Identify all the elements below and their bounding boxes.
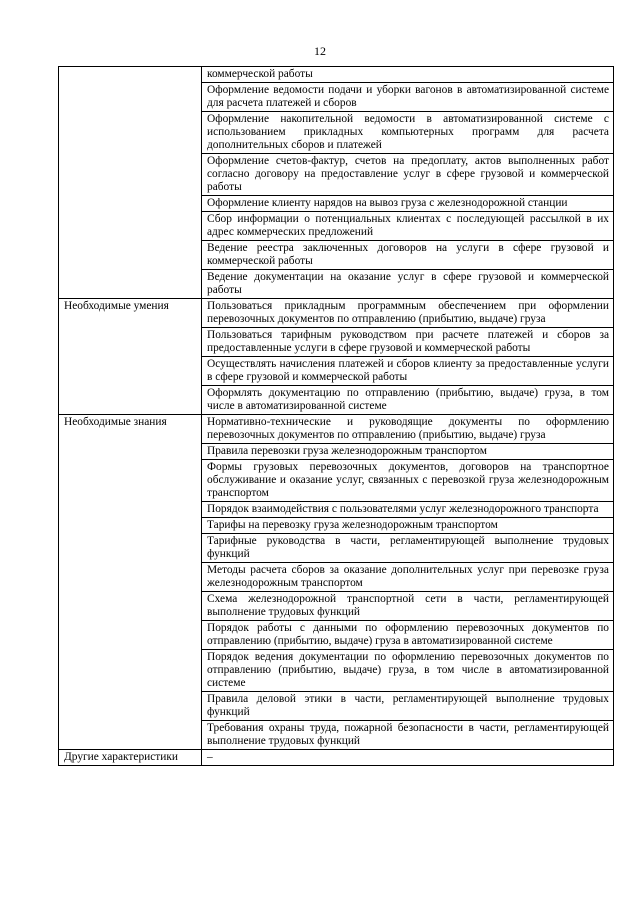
section-item: Осуществлять начисления платежей и сборов клиенту за предоставленные услуги в сфере грузовой и коммерческой работы bbox=[202, 357, 614, 386]
section-item: Оформление клиенту нарядов на вывоз груза с железнодорожной станции bbox=[202, 196, 614, 212]
section-item: Ведение реестра заключенных договоров на услуги в сфере грузовой и коммерческой работы bbox=[202, 241, 614, 270]
section-item: Требования охраны труда, пожарной безопасности в части, регламентирующей выполнение трудовых функций bbox=[202, 721, 614, 750]
section-item: коммерческой работы bbox=[202, 67, 614, 83]
section-item: Оформлять документацию по отправлению (прибытию, выдаче) груза, в том числе в автоматизированной системе bbox=[202, 386, 614, 415]
section-item: Методы расчета сборов за оказание дополнительных услуг при перевозке груза железнодорожным транспортом bbox=[202, 563, 614, 592]
section-item: Нормативно-технические и руководящие документы по оформлению перевозочных документов по отправлению (прибытию, выдаче) груза bbox=[202, 415, 614, 444]
table-row bbox=[59, 415, 614, 444]
section-label: Необходимые знания bbox=[59, 415, 202, 750]
table-row bbox=[59, 67, 614, 83]
section-item: Порядок ведения документации по оформлению перевозочных документов по отправлению (прибытию, выдаче) груза, в том числе в автоматизированной системе bbox=[202, 650, 614, 692]
table-row bbox=[59, 750, 614, 766]
page-number: 12 bbox=[314, 44, 326, 58]
section-item: Формы грузовых перевозочных документов, договоров на транспортное обслуживание и оказание услуг, связанных с перевозкой груза железнодорожным транспортом bbox=[202, 460, 614, 502]
labor-functions-table bbox=[58, 66, 614, 766]
section-item: Порядок работы с данными по оформлению перевозочных документов по отправлению (прибытию, выдаче) груза в автоматизированной системе bbox=[202, 621, 614, 650]
section-item: Правила деловой этики в части, регламентирующей выполнение трудовых функций bbox=[202, 692, 614, 721]
section-item: Пользоваться тарифным руководством при расчете платежей и сборов за предоставленные услуги в сфере грузовой и коммерческой работы bbox=[202, 328, 614, 357]
section-item: Оформление счетов-фактур, счетов на предоплату, актов выполненных работ согласно договору на предоставление услуг в сфере грузовой и коммерческой работы bbox=[202, 154, 614, 196]
section-item: Правила перевозки груза железнодорожным транспортом bbox=[202, 444, 614, 460]
section-item: Сбор информации о потенциальных клиентах с последующей рассылкой в их адрес коммерческих предложений bbox=[202, 212, 614, 241]
section-item: Ведение документации на оказание услуг в сфере грузовой и коммерческой работы bbox=[202, 270, 614, 299]
section-item: Порядок взаимодействия с пользователями услуг железнодорожного транспорта bbox=[202, 502, 614, 518]
section-item: Пользоваться прикладным программным обеспечением при оформлении перевозочных документов по отправлению (прибытию, выдаче) груза bbox=[202, 299, 614, 328]
section-label: Другие характеристики bbox=[59, 750, 202, 766]
table-row bbox=[59, 299, 614, 328]
section-item: Оформление накопительной ведомости в автоматизированной системе с использованием прикладных компьютерных программ для расчета дополнительных сборов и платежей bbox=[202, 112, 614, 154]
section-label bbox=[59, 67, 202, 299]
table-body bbox=[59, 67, 614, 766]
section-label: Необходимые умения bbox=[59, 299, 202, 415]
section-item: Схема железнодорожной транспортной сети в части, регламентирующей выполнение трудовых функций bbox=[202, 592, 614, 621]
section-item: Тарифные руководства в части, регламентирующей выполнение трудовых функций bbox=[202, 534, 614, 563]
section-item: Оформление ведомости подачи и уборки вагонов в автоматизированной системе для расчета платежей и сборов bbox=[202, 83, 614, 112]
section-item: Тарифы на перевозку груза железнодорожным транспортом bbox=[202, 518, 614, 534]
section-item: – bbox=[202, 750, 614, 766]
